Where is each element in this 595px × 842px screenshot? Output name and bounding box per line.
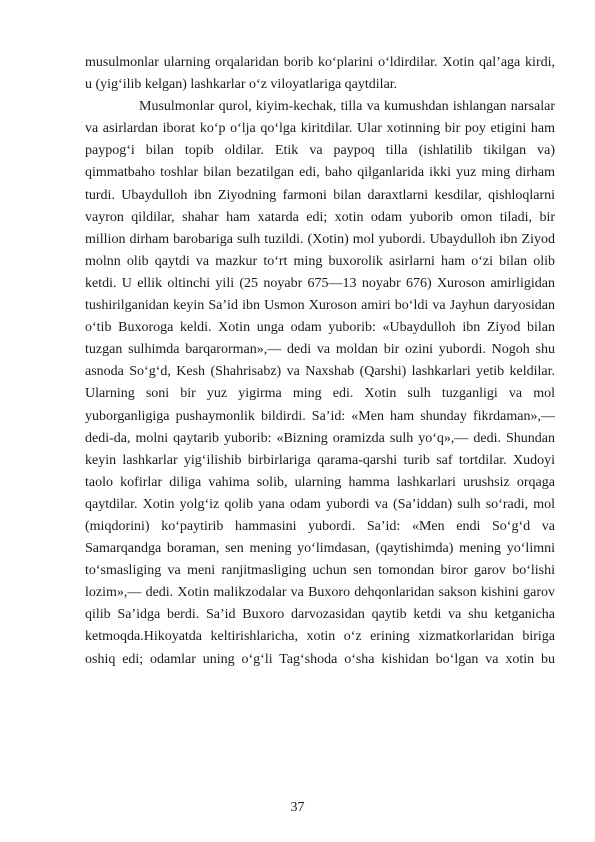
text-line: musulmonlar ularning orqalaridan borib ko‘plarini o‘ldirdilar. Xotin qal’aga kirdi, — [85, 55, 555, 70]
text-line: o‘tib Buxoroga keldi. Xotin unga odam yuborib: «Ubaydulloh ibn Ziyod bilan — [85, 320, 555, 336]
text-line: Samarqandga boraman, sen mening yo‘limdasan, (qaytishimda) mening yo‘limni — [85, 541, 555, 557]
text-line: yuborganligiga pushaymonlik bildirdi. Sa’id: «Men ham shunday fikrdaman»,— — [85, 408, 555, 424]
text-line: ketmoqda.Hikoyatda keltirishlaricha, xotin o‘z erining xizmatkorlaridan biriga — [85, 629, 555, 645]
text-line: Ularning soni bir yuz yigirma ming edi. Xotin sulh tuzganligi va mol — [85, 386, 555, 402]
text-line: va asirlardan iborat ko‘p o‘lja qo‘lga kiritdilar. Ular xotinning bir poy etigini ham — [85, 121, 555, 137]
text-line: vayron qildilar, shahar ham xatarda edi; xotin odam yuborib omon tiladi, bir — [85, 209, 555, 225]
body-text — [85, 52, 555, 671]
text-line: turdi. Ubaydulloh ibn Ziyodning farmoni bilan daraxtlarni kesdilar, qishloqlarni — [85, 187, 555, 203]
text-line: million dirham barobariga sulh tuzildi. (Xotin) mol yubordi. Ubaydulloh ibn Ziyod — [85, 231, 555, 247]
text-line: Musulmonlar qurol, kiyim-kechak, tilla va kumushdan ishlangan narsalar — [139, 99, 555, 115]
text-line: asnoda So‘g‘d, Kesh (Shahrisabz) va Naxshab (Qarshi) lashkarlari yetib keldilar. — [85, 364, 555, 380]
text-line: keyin lashkarlar yig‘ilishib birbirlariga qarama-qarshi turib saf tortdilar. Xudoyi — [85, 452, 555, 468]
text-line: oshiq edi; odamlar uning o‘g‘li Tag‘shoda o‘sha kishidan bo‘lgan va xotin bu — [85, 651, 555, 667]
text-line: qaytdilar. Xotin yolg‘iz qolib yana odam yubordi va (Sa’iddan) sulh so‘radi, mol — [85, 496, 555, 512]
text-line: u (yig‘ilib kelgan) lashkarlar o‘z viloyatlariga qaytdilar. — [85, 77, 398, 93]
text-line: qimmatbaho toshlar bilan bezatilgan edi, baho qilganlarida ikki yuz ming dirham — [85, 165, 555, 181]
text-line: to‘smasliging va meni ranjitmasliging uchun sen tomondan biror garov bo‘lishi — [85, 563, 555, 579]
text-line: taolo kofirlar diliga vahima solib, ularning hamma lashkarlari urushsiz orqaga — [85, 474, 555, 490]
text-line: qilib Sa’idga berdi. Sa’id Buxoro darvozasidan qaytib ketdi va shu ketganicha — [85, 607, 555, 623]
text-line: tuzgan sulhimda barqarorman»,— dedi va moldan bir ozini yubordi. Nogoh shu — [85, 342, 555, 358]
text-line: (miqdorini) ko‘paytirib hammasini yubordi. Sa’id: «Men endi So‘g‘d va — [85, 518, 555, 534]
text-line: tushirilganidan keyin Sa’id ibn Usmon Xuroson amiri bo‘ldi va Jayhun daryosidan — [85, 298, 555, 314]
text-line: dedi-da, molni qaytarib yuborib: «Bizning oramizda sulh yo‘q»,— dedi. Shundan — [85, 430, 555, 446]
text-line: ketdi. U ellik oltinchi yili (25 noyabr 675—13 noyabr 676) Xuroson amirligidan — [85, 275, 555, 291]
text-line: paypog‘i bilan topib oldilar. Etik va paypoq tilla (ishlatilib tikilgan va) — [85, 143, 555, 159]
text-line: molnn olib qaytdi va mazkur to‘rt ming buxorolik asirlarni ham o‘zi bilan olib — [85, 253, 555, 269]
page-number: 37 — [290, 800, 305, 815]
text-line: lozim»,— dedi. Xotin malikzodalar va Buxoro dehqonlaridan sakson kishini garov — [85, 585, 555, 601]
